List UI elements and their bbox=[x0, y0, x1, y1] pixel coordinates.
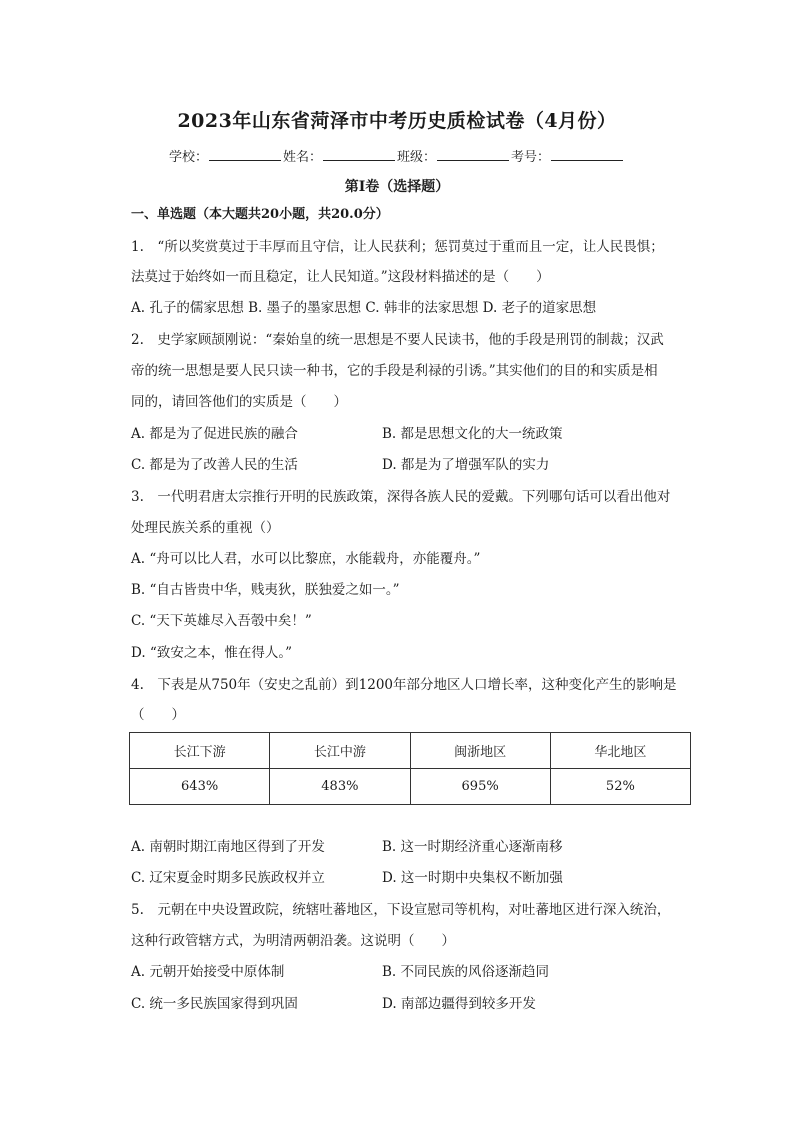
q3-option-b: B. “自古皆贵中华，贱夷狄，朕独爱之如一。” bbox=[131, 582, 400, 598]
q3-option-a: A. “舟可以比人君，水可以比黎庶，水能载舟，亦能覆舟。” bbox=[131, 551, 481, 567]
school-label: 学校： bbox=[168, 150, 208, 165]
school-blank[interactable] bbox=[209, 148, 281, 161]
table-row bbox=[130, 769, 691, 805]
table-cell: 483% bbox=[270, 769, 410, 805]
q5-line2: 这种行政管辖方式，为明清两朝沿袭。这说明（ ） bbox=[131, 933, 455, 949]
q5-option-c: C. 统一多民族国家得到巩固 bbox=[131, 996, 298, 1012]
q2-option-c: C. 都是为了改善人民的生活 bbox=[131, 457, 298, 473]
q2-line1: 2. 史学家顾颉刚说：“秦始皇的统一思想是不要人民读书，他的手段是刑罚的制裁；汉武 bbox=[131, 332, 664, 348]
table-cell: 52% bbox=[550, 769, 690, 805]
q1-options: A. 孔子的儒家思想 B. 墨子的墨家思想 C. 韩非的法家思想 D. 老子的道家思想 bbox=[131, 300, 597, 316]
exam-no-blank[interactable] bbox=[551, 148, 623, 161]
q5-option-d: D. 南部边疆得到较多开发 bbox=[382, 996, 536, 1012]
q3-option-c: C. “天下英雄尽入吾彀中矣！” bbox=[131, 613, 312, 629]
q2-line3: 同的，请回答他们的实质是（ ） bbox=[131, 394, 347, 410]
q5-option-a: A. 元朝开始接受中原体制 bbox=[131, 964, 285, 980]
q4-option-a: A. 南朝时期江南地区得到了开发 bbox=[131, 839, 325, 855]
class-blank[interactable] bbox=[437, 148, 509, 161]
page-title: 2023年山东省菏泽市中考历史质检试卷（4月份） bbox=[177, 110, 617, 132]
q3-line2: 处理民族关系的重视（） bbox=[131, 520, 280, 536]
q1-line2: 法莫过于始终如一而且稳定，让人民知道。”这段材料描述的是（ ） bbox=[131, 269, 550, 285]
q5-option-b: B. 不同民族的风俗逐渐趋同 bbox=[382, 964, 550, 980]
q4-option-d: D. 这一时期中央集权不断加强 bbox=[382, 870, 563, 886]
table-header-cell: 长江下游 bbox=[130, 733, 270, 769]
q2-option-a: A. 都是为了促进民族的融合 bbox=[131, 426, 298, 442]
q3-line1: 3. 一代明君唐太宗推行开明的民族政策，深得各族人民的爱戴。下列哪句话可以看出他对 bbox=[131, 489, 671, 505]
population-growth-table bbox=[129, 732, 691, 805]
q4-line1: 4. 下表是从750年（安史之乱前）到1200年部分地区人口增长率，这种变化产生的影响是 bbox=[131, 677, 677, 693]
table-header-row bbox=[130, 733, 691, 769]
class-label: 班级： bbox=[397, 150, 437, 165]
q4-option-c: C. 辽宋夏金时期多民族政权并立 bbox=[131, 870, 325, 886]
q2-option-b: B. 都是思想文化的大一统政策 bbox=[382, 426, 563, 442]
table-header-cell: 华北地区 bbox=[550, 733, 690, 769]
q4-line2: （ ） bbox=[131, 707, 185, 723]
student-info-line bbox=[0, 146, 794, 165]
name-blank[interactable] bbox=[323, 148, 395, 161]
part-heading: 一、单选题（本大题共20小题，共20.0分） bbox=[131, 207, 389, 222]
q2-line2: 帝的统一思想是要人民只读一种书，它的手段是利禄的引诱。”其实他们的目的和实质是相 bbox=[131, 363, 658, 379]
table-header-cell: 长江中游 bbox=[270, 733, 410, 769]
table-cell: 643% bbox=[130, 769, 270, 805]
q4-option-b: B. 这一时期经济重心逐渐南移 bbox=[382, 839, 563, 855]
q5-line1: 5. 元朝在中央设置政院，统辖吐蕃地区，下设宣慰司等机构，对吐蕃地区进行深入统治， bbox=[131, 902, 671, 918]
q3-option-d: D. “致安之本，惟在得人。” bbox=[131, 645, 292, 661]
table-cell: 695% bbox=[410, 769, 550, 805]
table-header-cell: 闽浙地区 bbox=[410, 733, 550, 769]
q1-line1: 1. “所以奖赏莫过于丰厚而且守信，让人民获利；惩罚莫过于重而且一定，让人民畏惧； bbox=[131, 239, 664, 255]
name-label: 姓名： bbox=[282, 150, 322, 165]
exam-no-label: 考号： bbox=[511, 150, 551, 165]
section-title: 第Ⅰ卷（选择题） bbox=[344, 179, 450, 195]
q2-option-d: D. 都是为了增强军队的实力 bbox=[382, 457, 550, 473]
